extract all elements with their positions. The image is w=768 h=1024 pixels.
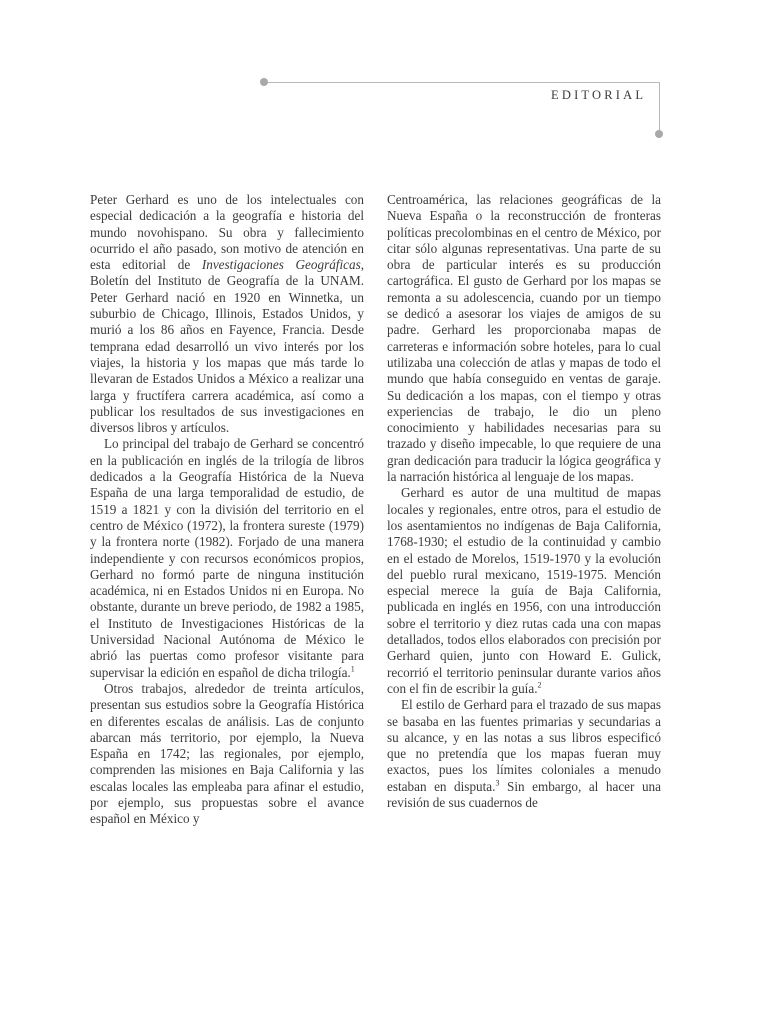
paragraph — [387, 485, 661, 697]
paragraph — [90, 436, 364, 680]
paragraph-text: Otros trabajos, alrededor de treinta artículos, presentan sus estudios sobre la Geografía Histórica en diferentes escalas de análisis. Las de conjunto abarcan más territorio, por ejemplo, la Nueva España en 1742; las regionales, por ejemplo, comprenden las misiones en Baja California y las escalas locales las empleaba para afinar el estudio, por ejemplo, sus propuestas sobre el avance español en México y — [90, 680, 364, 827]
paragraph — [90, 192, 364, 436]
section-label: EDITORIAL — [551, 88, 647, 102]
header-rule-dot-left — [260, 78, 268, 86]
paragraph-text: Sin embargo, al hacer una revisión de sus cuadernos de — [387, 778, 661, 810]
paragraph-text: Peter Gerhard es uno de los intelectuales con especial dedicación a la geografía e historia del mundo novohispano. Su obra y fallecimiento ocurrido el año pasado, son motivo de atención en esta editorial de — [90, 192, 364, 273]
paragraph-text: , Boletín del Instituto de Geografía de la UNAM. Peter Gerhard nació en 1920 en Winnetka, un suburbio de Chicago, Illinois, Estados Unidos, y murió a los 86 años en Fayence, Francia. Desde temprana edad desarrolló un vivo interés por los viajes, la historia y los mapas que más tarde lo llevaran de Estados Unidos a México a realizar una larga y fructífera carrera académica, así como a publicar los resultados de sus investigaciones en diversos libros y artículos. — [90, 257, 364, 436]
journal-title: Investigaciones Geográficas — [201, 257, 361, 273]
paragraph-text: Lo principal del trabajo de Gerhard se concentró en la publicación en inglés de la trilogía de libros dedicados a la Geografía Histórica de la Nueva España de una larga temporalidad de estudio, de 1519 a 1821 y con la división del territorio en el centro de México (1972), la frontera sureste (1979) y la frontera norte (1982). Forjado de una manera independiente y con recursos económicos propios, Gerhard no formó parte de ninguna institución académica, ni en Estados Unidos ni en Europa. No obstante, durante un breve periodo, de 1982 a 1985, el Instituto de Investigaciones Históricas de la Universidad Nacional Autónoma de México le abrió las puertas como profesor visitante para supervisar la edición en español de dicha trilogía. — [90, 436, 364, 680]
text-column-left — [90, 192, 364, 828]
paragraph-text: Centroamérica, las relaciones geográficas de la Nueva España o la reconstrucción de fronteras políticas precolombinas en el centro de México, por citar sólo algunas representativas. Una parte de su obra de particular interés es su producción cartográfica. El gusto de Gerhard por los mapas se remonta a su adolescencia, cuando por un tiempo se dedicó a asesorar los viajes de amigos de su padre. Gerhard les proporcionaba mapas de carreteras e información sobre hoteles, para lo cual utilizaba una colección de atlas y mapas de todo el mundo que había conseguido en ventas de garaje. Su dedicación a los mapas, con el tiempo y otras experiencias de trabajo, le dio un pleno conocimiento y habilidades necesarias para su trazado y diseño impecable, lo que requiere de una gran dedicación para traducir la lógica geográfica y la narración histórica al lenguaje de los mapas. — [387, 192, 661, 485]
footnote-marker: 3 — [495, 778, 500, 788]
paragraph-text: Gerhard es autor de una multitud de mapas locales y regionales, entre otros, para el estudio de los asentamientos no indígenas de Baja California, 1768-1930; el estudio de la continuidad y cambio en el estado de Morelos, 1519-1970 y la evolución del pueblo rural mexicano, 1519-1975. Mención especial merece la guía de Baja California, publicada en inglés en 1956, con una introducción sobre el territorio y diez rutas cada una con mapas detallados, todos ellos elaborados con precisión por Gerhard quien, junto con Howard E. Gulick, recorrió el territorio peninsular durante varios años con el fin de escribir la guía. — [387, 485, 661, 696]
paragraph — [387, 697, 661, 811]
text-column-right — [387, 192, 661, 811]
footnote-marker: 2 — [537, 680, 542, 690]
paragraph — [90, 681, 364, 828]
paragraph — [387, 192, 661, 485]
paragraph-text: El estilo de Gerhard para el trazado de sus mapas se basaba en las fuentes primarias y secundarias a su alcance, y en las notas a sus libros especificó que no pretendía que los mapas fueran muy exactos, pues los límites coloniales a menudo estaban en disputa. — [387, 697, 661, 794]
header-rule-vertical — [659, 82, 660, 134]
footnote-marker: 1 — [350, 664, 355, 674]
header-rule-horizontal — [264, 82, 660, 83]
header-rule-dot-bottom — [655, 130, 663, 138]
